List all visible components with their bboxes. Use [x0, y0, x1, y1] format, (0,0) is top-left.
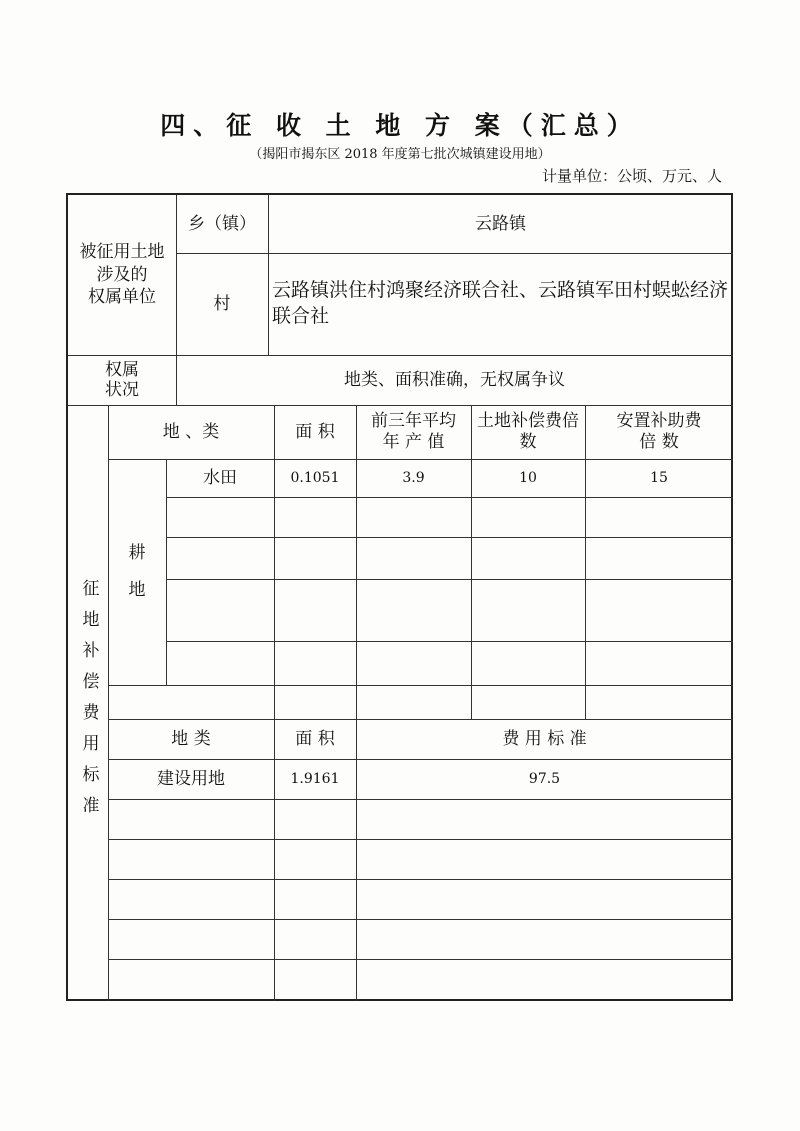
township-value: 云路镇 — [475, 213, 526, 234]
header-avg-output: 前三年平均 年 产 值 — [371, 410, 456, 452]
header-resettle-multiple: 安置补助费 倍 数 — [616, 410, 702, 452]
header2-land-type: 地 类 — [171, 728, 211, 749]
township-label: 乡（镇） — [188, 213, 256, 234]
table-row-land-multiple: 10 — [519, 469, 537, 486]
table-row-type: 水田 — [203, 467, 237, 488]
table-row-standard: 97.5 — [528, 770, 561, 787]
table-row-avg-output: 3.9 — [402, 469, 425, 486]
land-acquisition-table — [66, 193, 733, 1001]
page-subtitle: （揭阳市揭东区 2018 年度第七批次城镇建设用地） — [249, 147, 551, 162]
cultivated-label: 耕 地 — [128, 542, 146, 601]
table-row-resettle-multiple: 15 — [650, 469, 668, 486]
page-title: 四、征 收 土 地 方 案（汇总） — [160, 111, 640, 140]
unit-note: 计量单位：公顷、万元、人 — [541, 167, 722, 185]
ownership-row-label: 被征用土地 涉及的 权属单位 — [79, 241, 165, 308]
header2-area: 面 积 — [295, 728, 335, 749]
header-land-type: 地 、类 — [162, 421, 220, 442]
header2-standard: 费 用 标 准 — [502, 728, 587, 749]
header-area: 面 积 — [295, 421, 335, 442]
table-row-area: 0.1051 — [290, 469, 340, 486]
village-label: 村 — [213, 293, 231, 314]
table-row-area: 1.9161 — [290, 770, 340, 787]
compensation-side-label: 征地补偿费用标准 — [78, 579, 99, 827]
status-label: 权属 状况 — [105, 359, 139, 400]
status-value: 地类、面积准确，无权属争议 — [344, 369, 565, 390]
village-value: 云路镇洪住村鸿聚经济联合社、云路镇军田村蜈蚣经济联合社 — [272, 279, 729, 327]
header-land-multiple: 土地补偿费倍 数 — [477, 410, 579, 452]
table-row-type: 建设用地 — [157, 768, 225, 789]
